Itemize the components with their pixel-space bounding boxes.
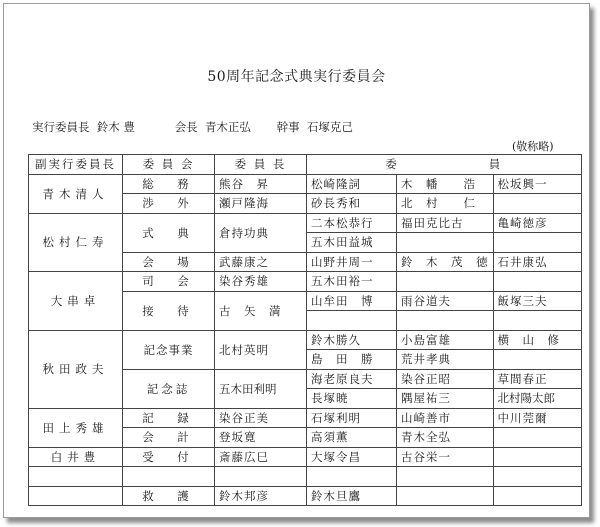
committee-cell: 救 護 (123, 486, 215, 506)
document-page (3, 3, 590, 518)
secretary-entry (277, 119, 353, 135)
chairperson-cell: 武藤康之 (215, 252, 307, 272)
vice-chair-cell: 大串卓 (29, 272, 123, 331)
committee-cell: 会 場 (123, 252, 215, 272)
member-cell (493, 467, 581, 487)
member-cell: 山野井周一 (307, 252, 397, 272)
officers-line (32, 119, 353, 135)
member-cell: 海老原良夫 (307, 369, 397, 389)
table-row (29, 272, 582, 292)
member-cell: 青木全弘 (397, 428, 494, 448)
chairperson-cell: 染谷秀雄 (215, 272, 307, 292)
member-cell (493, 350, 581, 370)
chairperson-cell: 鈴木邦彦 (215, 486, 307, 506)
committee-cell: 渉 外 (123, 194, 215, 214)
member-cell: 横 山 修 (493, 330, 581, 350)
chair-role: 実行委員長 (32, 120, 90, 134)
committee-cell: 接 待 (123, 291, 215, 330)
vice-chair-cell: 白井豊 (29, 447, 123, 467)
committee-cell (123, 467, 215, 487)
member-cell: 砂長秀和 (307, 194, 397, 214)
committee-cell: 記念事業 (123, 330, 215, 369)
chairperson-cell: 瀬戸隆海 (215, 194, 307, 214)
member-cell: 北 村 仁 (397, 194, 494, 214)
member-cell: 木 幡 浩 (397, 174, 494, 194)
table-row (29, 447, 582, 467)
committee-cell: 式 典 (123, 213, 215, 252)
member-cell (493, 447, 581, 467)
honorific-note: (敬称略) (512, 140, 554, 153)
committee-cell: 会 計 (123, 428, 215, 448)
member-cell (397, 311, 494, 331)
member-cell: 草間春正 (493, 369, 581, 389)
member-cell (397, 233, 494, 253)
member-cell: 鈴木勝久 (307, 330, 397, 350)
member-cell (493, 194, 581, 214)
member-cell (493, 311, 581, 331)
member-cell (493, 233, 581, 253)
member-cell: 山牟田 博 (307, 291, 397, 311)
member-cell: 長塚暁 (307, 389, 397, 409)
member-cell (307, 311, 397, 331)
member-cell: 石塚利明 (307, 408, 397, 428)
member-cell: 山崎善市 (397, 408, 494, 428)
chairperson-cell: 五木田利明 (215, 369, 307, 408)
member-cell: 五木田裕一 (307, 272, 397, 292)
chairperson-cell: 熊谷 昇 (215, 174, 307, 194)
member-cell: 島 田 勝 (307, 350, 397, 370)
table-row (29, 213, 582, 233)
member-cell (307, 467, 397, 487)
member-cell: 染谷正昭 (397, 369, 494, 389)
vice-chair-cell: 田上秀雄 (29, 408, 123, 447)
vice-chair-cell: 青木清人 (29, 174, 123, 213)
header-committee: 委 員 会 (123, 155, 215, 175)
member-cell: 鈴 木 茂 徳 (397, 252, 494, 272)
member-cell: 鈴木旦鷹 (307, 486, 397, 506)
table-row (29, 467, 582, 487)
header-chairperson: 委 員 長 (215, 155, 307, 175)
table-row (29, 408, 582, 428)
member-cell (397, 486, 494, 506)
vice-chair-cell (29, 467, 123, 487)
chair-name: 鈴木 豊 (96, 120, 135, 134)
member-cell: 亀崎徳彦 (493, 213, 581, 233)
vice-chair-cell: 松村仁寿 (29, 213, 123, 272)
chairperson-cell (215, 467, 307, 487)
committee-table (28, 154, 582, 506)
member-cell (397, 272, 494, 292)
chair-entry (32, 119, 135, 135)
member-cell: 隅屋祐三 (397, 389, 494, 409)
member-cell: 古谷栄一 (397, 447, 494, 467)
secretary-name: 石塚克己 (306, 120, 353, 134)
chairperson-cell: 倉持功典 (215, 213, 307, 252)
table-row (29, 330, 582, 350)
member-cell (493, 428, 581, 448)
committee-cell: 記念誌 (123, 369, 215, 408)
committee-cell: 司 会 (123, 272, 215, 292)
member-cell: 飯塚三夫 (493, 291, 581, 311)
committee-cell: 記 録 (123, 408, 215, 428)
member-cell: 高須薫 (307, 428, 397, 448)
table-row (29, 174, 582, 194)
member-cell: 北村陽太郎 (493, 389, 581, 409)
table-header-row (29, 155, 582, 175)
header-members: 委 員 (307, 155, 582, 175)
document-title: 50周年記念式典実行委員会 (207, 69, 386, 85)
member-cell: 松坂興一 (493, 174, 581, 194)
chairperson-cell: 染谷正美 (215, 408, 307, 428)
committee-cell: 総 務 (123, 174, 215, 194)
member-cell: 五木田益城 (307, 233, 397, 253)
president-name: 青木正弘 (204, 120, 251, 134)
president-role: 会長 (174, 120, 198, 134)
vice-chair-cell: 秋田政夫 (29, 330, 123, 408)
member-cell: 小島富雄 (397, 330, 494, 350)
header-vice-chair: 副実行委員長 (29, 155, 123, 175)
vice-chair-cell (29, 486, 123, 506)
chairperson-cell: 北村英明 (215, 330, 307, 369)
member-cell: 石井康弘 (493, 252, 581, 272)
member-cell: 荒井孝典 (397, 350, 494, 370)
member-cell (493, 486, 581, 506)
member-cell: 雨谷道夫 (397, 291, 494, 311)
chairperson-cell: 登坂寛 (215, 428, 307, 448)
table-row (29, 486, 582, 506)
member-cell: 中川莞爾 (493, 408, 581, 428)
member-cell (397, 467, 494, 487)
member-cell: 二本松恭行 (307, 213, 397, 233)
chairperson-cell: 斎藤広巳 (215, 447, 307, 467)
member-cell: 福田克比古 (397, 213, 494, 233)
member-cell: 松崎隆詞 (307, 174, 397, 194)
committee-cell: 受 付 (123, 447, 215, 467)
chairperson-cell: 古 矢 満 (215, 291, 307, 330)
member-cell (493, 272, 581, 292)
member-cell: 大塚令昌 (307, 447, 397, 467)
secretary-role: 幹事 (276, 120, 300, 134)
president-entry (175, 119, 251, 135)
